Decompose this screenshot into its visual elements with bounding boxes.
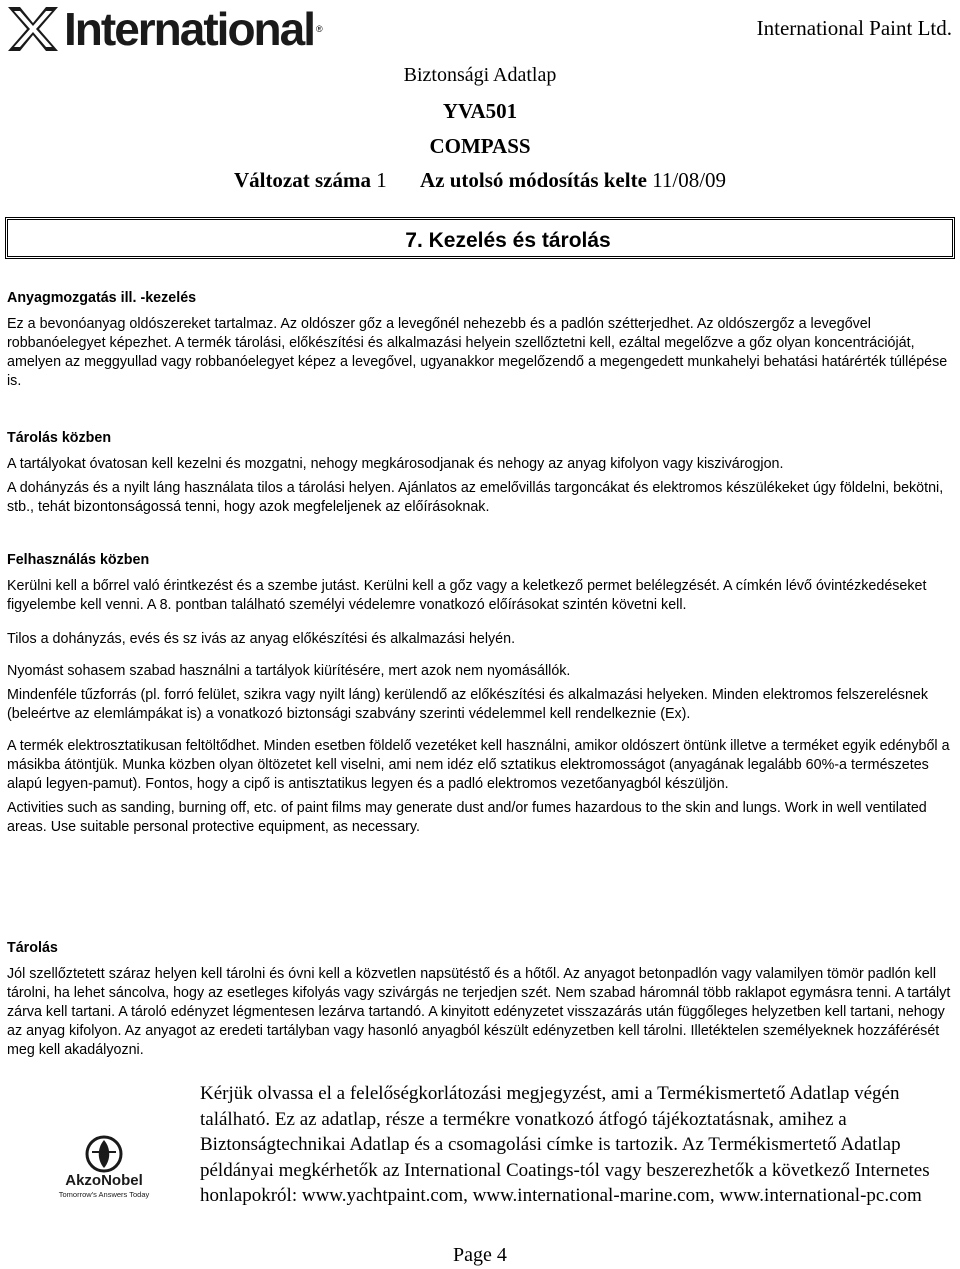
product-name: COMPASS <box>429 134 531 158</box>
company-name: International Paint Ltd. <box>756 16 952 40</box>
revision-value: 11/08/09 <box>652 168 727 192</box>
storage-heading: Tárolás <box>7 940 58 956</box>
akzo-tagline: Tomorrow's Answers Today <box>58 1190 150 1199</box>
storage-block <box>7 939 951 1060</box>
storage-during-block <box>7 429 951 517</box>
storage-during-heading: Tárolás közben <box>7 430 112 446</box>
use-paragraph-2: Tilos a dohányzás, evés és sz ivás az anyag előkészítési és alkalmazási helyén. <box>7 631 516 647</box>
use-paragraph-4: Mindenféle tűzforrás (pl. forró felület, szikra vagy nyilt láng) kerülendő az előkészítési és alkalmazási helyeken. Minden elektromos felszerelésnek (beleértve az elemlámpákat is) a vonatkozó biztonsági szabvány szerinti védelemmel kell rendelkeznie (Ex). <box>7 687 928 722</box>
disclaimer-notice: Kérjük olvassa el a felelőségkorlátozási megjegyzést, ami a Termékismertető Adatlap végén található. Ez az adatlap, része a termékre vonatkozó átfogó tájékoztatásnak, amihez a Biztonságtechnikai Adatlap és a csomagolási címke is tartozik. Az Termékismertető Adatlap példányai megkérhetők az International Coatings-tól vagy beszerezhetők a következő Internetes honlapokról: www.yachtpaint.com, www.international-marine.com, www.international-pc.com <box>200 1083 930 1206</box>
revision-label: Az utolsó módosítás kelte <box>419 168 647 192</box>
use-block <box>7 551 951 837</box>
handling-paragraph: Ez a bevonóanyag oldószereket tartalmaz. Az oldószer gőz a levegőnél nehezebb és a padlón szétterjedhet. Az oldószergőz a levegővel robbanóelegyet képezhet. A termék tárolási, előkészítési és alkalmazási helyein szellőztetni kell, ezáltal megelőzve a gőz olyan koncentrációját, amelyen az meggyullad vagy robbanóelegyet képez a levegővel, ugyanakkor megelőzendő a megengedett munkahelyi behatási határérték túllépése is. <box>7 316 948 389</box>
product-code: YVA501 <box>442 99 518 123</box>
document-type: Biztonsági Adatlap <box>403 64 557 86</box>
handling-block <box>7 289 951 391</box>
use-heading: Felhasználás közben <box>7 552 150 568</box>
logo-wordmark: International <box>64 3 315 55</box>
storage-during-paragraph-1: A tartályokat óvatosan kell kezelni és mozgatni, nehogy megkárosodjanak és nehogy az anyag kifolyon vagy kiszivárogjon. <box>7 456 784 472</box>
logo-trademark: ® <box>316 24 323 34</box>
use-paragraph-1: Kerülni kell a bőrrel való érintkezést és a szembe jutást. Kerülni kell a gőz vagy a keletkező permet belélegzését. A címkén lévő óvintézkedéseket figyelembe kell venni. A 8. pontban található személyi védelemre vonatkozó előírásokat szintén követni kell. <box>7 578 927 613</box>
international-logo <box>6 4 323 54</box>
storage-paragraph: Jól szellőztetett száraz helyen kell tárolni és óvni kell a közvetlen napsütéstő és a hőtől. Az anyagot betonpadlón vagy valamilyen tömör padlón kell tárolni, ha lehet sáncolva, hogy az esetleges kifolyás vagy szivárgás ne terjedjen szét. Nem szabad háromnál több raklapot egymásra tenni. A tartályt zárva kell tartani. A tároló edényzet légmentesen lezárva tartandó. A kinyitott edényzetet visszazárás után függőleges helyzetben kell tartani, nehogy az anyag kifolyon. Az anyagot az eredeti tartályban vagy hasonló anyagból készült edényzetben kell tárolni. Illetéktelen személyeknek hozzáférését meg kell akadályozni. <box>7 966 951 1058</box>
use-paragraph-5: A termék elektrosztatikusan feltöltődhet. Minden esetben földelő vezetéket kell használni, amikor oldószert öntünk illetve a terméket egyik edényből a másikba átöntjük. Munka közben olyan öltözetet kell viselni, ami nem idéz elő sztatikus elektromosságot (anyagának legalább 60%-a természetes alapú legyen-pamut). Fontos, hogy a cipő is antisztatikus legyen és a padló elektromos vezetőanyagból készüljön. <box>7 738 950 792</box>
akzo-name: AkzoNobel <box>65 1172 143 1189</box>
version-line <box>0 168 960 193</box>
use-paragraph-6: Activities such as sanding, burning off, etc. of paint films may generate dust and/or fumes hazardous to the skin and lungs. Work in well ventilated areas. Use suitable personal protective equipment, as necessary. <box>7 800 927 835</box>
page-number: Page 4 <box>453 1244 507 1266</box>
version-value: 1 <box>376 168 387 192</box>
section-title <box>8 229 952 253</box>
section-title-text: 7. Kezelés és tárolás <box>405 229 611 252</box>
x-flag-logo-icon <box>6 5 60 53</box>
use-paragraph-3: Nyomást sohasem szabad használni a tartályok kiürítésére, mert azok nem nyomásállók. <box>7 663 571 679</box>
version-label: Változat száma <box>233 168 371 192</box>
storage-during-paragraph-2: A dohányzás és a nyilt láng használata tilos a tárolási helyen. Ajánlatos az emelővillás targoncákat és elektromos készülékeket úgy földelni, bekötni, stb., tehát bizontonságossá tenni, hogy azok megfeleljenek az előírásoknak. <box>7 480 944 515</box>
handling-heading: Anyagmozgatás ill. -kezelés <box>7 290 197 306</box>
akzonobel-logo-icon <box>40 1134 168 1204</box>
section-title-box <box>5 217 955 259</box>
